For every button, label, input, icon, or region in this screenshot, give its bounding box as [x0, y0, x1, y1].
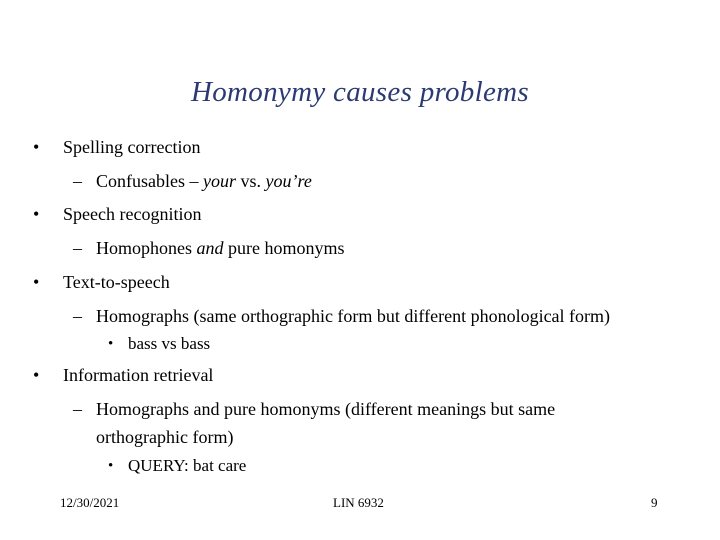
item-information-retrieval: Information retrieval	[63, 365, 214, 385]
bullet-icon: •	[33, 204, 40, 224]
sub-item-homophones	[96, 237, 345, 259]
slide-title: Homonymy causes problems	[191, 76, 529, 108]
sub-item-italic: and	[196, 238, 224, 258]
sub-item-homographs-pure: Homographs and pure homonyms (different meanings but same	[96, 399, 556, 419]
sub-item-homographs-pure-cont: orthographic form)	[96, 427, 234, 447]
sub-item-text: vs.	[236, 171, 266, 191]
sub-bullet-icon: •	[108, 458, 114, 474]
sub-bullet-icon: •	[108, 336, 114, 352]
dash-icon: –	[73, 399, 82, 419]
bullet-icon: •	[33, 137, 40, 157]
sub-item-text: Homophones	[96, 238, 197, 258]
item-text-to-speech: Text-to-speech	[63, 272, 170, 292]
dash-icon: –	[73, 238, 82, 258]
sub-item-italic: you’re	[265, 171, 312, 191]
sub-item-italic: your	[203, 171, 236, 191]
dash-icon: –	[73, 171, 82, 191]
subsub-item-query: QUERY: bat care	[128, 456, 247, 475]
sub-item-text: Confusables –	[96, 171, 203, 191]
footer-center: LIN 6932	[333, 495, 384, 510]
bullet-icon: •	[33, 365, 40, 385]
item-spelling-correction: Spelling correction	[63, 137, 201, 157]
subsub-item-bass: bass vs bass	[128, 334, 211, 353]
footer-page-number: 9	[651, 495, 658, 510]
item-speech-recognition: Speech recognition	[63, 204, 202, 224]
sub-item-homographs: Homographs (same orthographic form but different phonological form)	[96, 306, 611, 326]
sub-item-text: pure homonyms	[223, 238, 345, 258]
footer-date: 12/30/2021	[60, 495, 120, 510]
bullet-icon: •	[33, 272, 40, 292]
sub-item-confusables	[96, 170, 312, 192]
dash-icon: –	[73, 306, 82, 326]
